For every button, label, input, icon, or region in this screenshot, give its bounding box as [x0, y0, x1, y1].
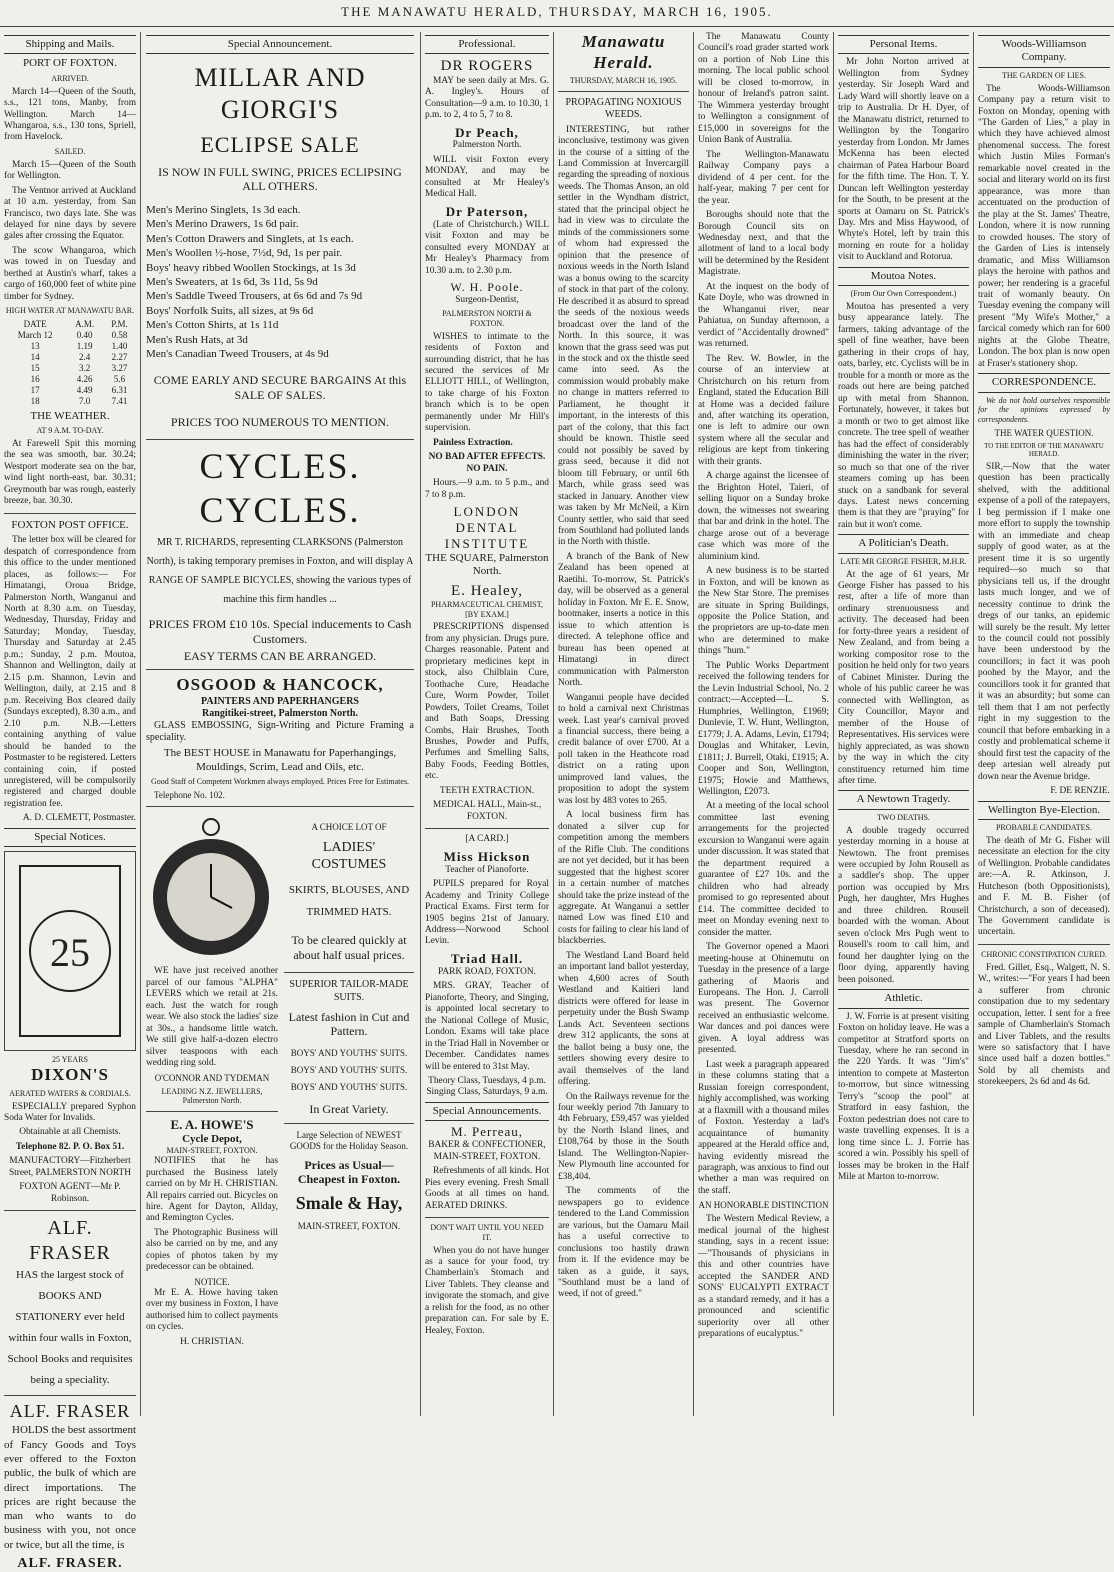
ad-signature: ALF. FRASER. — [17, 1556, 123, 1572]
section-heading: A Newtown Tragedy. — [838, 790, 969, 809]
sub-heading: PROBABLE CANDIDATES. — [995, 822, 1092, 832]
column-rule — [553, 32, 554, 1416]
ad-title: ALF. FRASER — [9, 1401, 131, 1422]
list-item: Men's Merino Drawers, 1s 6d pair. — [146, 218, 299, 231]
ad-title: ECLIPSE SALE — [200, 131, 360, 157]
table-cell: 18 — [30, 395, 40, 406]
section-heading: A Politician's Death. — [838, 534, 969, 553]
table-cell: 3.2 — [78, 362, 91, 373]
table-cell: 0.40 — [76, 330, 93, 340]
ad-text: Refreshments of all kinds. Hot Pies every evening. Fresh Small Goods at all times on hand. AERATED DRINKS. — [425, 1166, 549, 1211]
divider — [425, 828, 549, 829]
paragraph: The Woods-Williamson Company pay a return visit to Foxton on Monday, opening with "The Garden of Lies," a play in which they have achieved almost phenomenal success. The forest which Justin Miles Forman's remarkable novel created in the social and literary world on its first appearance, was more than accentuated on the production of the play at the St. James' Theatre, London, where it is now running to crowded houses. The story of the Garden of Lies is intensely dramatic, and Miss Williamson plays the heroine with pathos and power; her rendering is a graceful trait of womanly beauty. On Tuesday evening the company will present "My Wife's Mother," a farcical comedy which ran for 600 nights at the Globe Theatre, London. The box plan is now open at Fraser's stationery shop. — [978, 83, 1110, 369]
signature: F. DE RENZIE. — [1050, 786, 1110, 797]
table-cell: 2.27 — [111, 351, 128, 362]
table-cell: 4.49 — [76, 384, 93, 395]
pocket-watch-icon — [146, 812, 276, 962]
table-row — [4, 341, 136, 352]
paragraph: The Ventnor arrived at Auckland at 10 a.m. yesterday, from San Francisco, two days late. She was delayed for nine days by severe gales after crossing the Equator. — [4, 185, 136, 242]
section-heading: Wellington Bye-Election. — [978, 801, 1110, 820]
paragraph: The Public Works Department received the following tenders for the Levin Industrial School, No. 2 contract:—Accepted—L. S. Humphries, Wellington, £1969; Dunlevie, T. W. Hunt, Wellington, £1779; J. A. Adams, Levin, £1794; Douglas and Whitaker, Levin, £1811; J. Burrell, Otaki, £1915; A. Cooper and Son, Wellington, £1975; Howie and Matthews, Wellington, £2073. — [698, 660, 829, 797]
ad-title: W. H. Poole. — [450, 279, 524, 294]
signature: A. D. CLEMETT, Postmaster. — [22, 813, 136, 824]
ad-text: Latest fashion in Cut and Pattern. — [288, 1009, 410, 1039]
ad-text: Theory Class, Tuesdays, 4 p.m. Singing Class, Saturdays, 9 a.m. — [426, 1075, 548, 1098]
paragraph: A new business is to be started in Foxton, and will be known as the New Star Store. The premises are situate in Spring Buildings, opposite the Police Station, and the proprietors are up-to-date men who are determined to make things "hum." — [698, 566, 829, 657]
ad-title: MILLAR AND GIORGI'S — [194, 63, 366, 125]
ad-subtitle: Surgeon-Dentist, — [455, 294, 519, 305]
divider — [425, 1217, 549, 1218]
ad-title: Smale & Hay, — [295, 1193, 403, 1214]
paragraph: Fred. Gillet, Esq., Walgett, N. S. W., writes:—"For years I had been a sufferer from chronic constipation due to my sedentary occupation, letter. I sent for a free sample of Chamberlain's Stomach and Liver Tablets, and the results were so satisfactory that I have since used half a dozen bottles." Sold by all chemists and storekeepers, 2s 6d and 4s 6d. — [978, 962, 1110, 1088]
paragraph: At Farewell Spit this morning the sea was smooth, bar. 30.24; Westport moderate sea on the bar, wind light north-east, bar. 30.31; Greymouth bar was rough, easterly breeze, bar. 30.30. — [4, 438, 136, 507]
sub-heading: THE GARDEN OF LIES. — [1002, 70, 1086, 80]
ad-subtitle: Rangitikei-street, Palmerston North. — [202, 707, 358, 719]
table-row — [4, 330, 136, 341]
paragraph: HOLDS the best assortment of Fancy Goods and Toys ever offered to the Foxton public, the bulk of which are direct importations. The prices are right because the man who wants to do business with you, not once or twice, but all the time, is — [4, 1424, 136, 1551]
list-item: Boys' Norfolk Suits, all sizes, at 9s 6d — [146, 304, 314, 317]
paragraph: A local business firm has donated a silver cup for competition among the members of the Rifle Club. The conditions are not yet decided, but it has been suggested that the highest scorer in a certain number of matches should take the prize instead of the aggregate. At Wanganui a settler named Low was fined £10 and costs for failing to clear his land of blackberries. — [558, 810, 689, 947]
ad-text: When you do not have hunger as a sauce for your food, try Chamberlain's Stomach and Liver Tablets. They cleanse and invigorate the stomach, and give a relish for the food, as no other preparation can. For sale by E. Healey, Foxton. — [425, 1245, 549, 1336]
ad-subtitle: MAIN-STREET, FOXTON. — [166, 1146, 258, 1156]
list-item: Men's Saddle Tweed Trousers, at 6s 6d and 7s 9d — [146, 290, 363, 303]
sub-heading: TO THE EDITOR OF THE MANAWATU HERALD. — [984, 441, 1104, 459]
ad-subtitle: PAINTERS AND PAPERHANGERS — [201, 695, 359, 707]
ad-title: DIXON'S — [31, 1065, 109, 1085]
ad-title: Triad Hall. — [450, 950, 524, 966]
table-cell: 4.26 — [76, 373, 93, 384]
signature: H. CHRISTIAN. — [180, 1336, 244, 1347]
divider — [4, 513, 136, 514]
ad-text: Mr E. A. Howe having taken over my business in Foxton, I have authorised him to collect payments on cycles. — [146, 1287, 278, 1333]
column-announcements — [146, 32, 414, 1414]
ad-text: Painless Extraction. — [433, 437, 513, 448]
paragraph: FOXTON AGENT—Mr P. Robinson. — [19, 1182, 121, 1204]
ad-title: E. A. HOWE'S — [170, 1117, 254, 1133]
ad-text: Hours.—9 a.m. to 5 p.m., and 7 to 8 p.m. — [425, 478, 549, 500]
paragraph: The scow Whangaroa, which was towed in on Tuesday and berthed at Austin's wharf, takes a cargo of 160,000 feet of white pine timber for Sydney. — [4, 245, 136, 302]
date-line: THURSDAY, MARCH 16, 1905. — [569, 76, 678, 86]
two-ad-row — [146, 812, 414, 1351]
sub-heading: HIGH WATER AT MANAWATU BAR. — [5, 306, 135, 316]
ad-text: PRESCRIPTIONS dispensed from any physician. Drugs pure. Charges reasonable. Patent and proprietary medicines kept in stock, also Chilblain Cure, Toothache Cure, Headache Cure, Worm Powder, Toilet Powders, Toilet Creams, Toilet and Bath Soaps, Dressing Combs, Hair Brushes, Tooth Brushes, Powder and Puffs, Perfumes and Smelling Salts, Baby Foods, Feeding Bottles, etc. — [425, 622, 549, 782]
column-editorial — [558, 32, 689, 1414]
ad-text: MAY be seen daily at Mrs. G. A. Ingley's. Hours of Consultation—9 a.m. to 10.30, 1 p.m. to 2, 4 to 5, 7 to 8. — [425, 75, 549, 121]
section-heading: Professional. — [425, 35, 549, 54]
table-cell: 3.27 — [111, 362, 128, 373]
list-item: Men's Woollen ½-hose, 7½d, 9d, 1s per pair. — [146, 247, 343, 260]
table-cell: 7.41 — [111, 395, 128, 406]
ad-text: EASY TERMS CAN BE ARRANGED. — [183, 649, 377, 664]
table-row — [4, 385, 136, 396]
paragraph: J. W. Forrie is at present visiting Foxton on holiday leave. He was a competitor at Stratford sports on Tuesday, where he ran second in the 220 Yards. It was "Jim's" intention to compete at Masterton to-morrow, but since witnessing Terry's "scoop the pool" at Stratford in easy fashion, the Foxton pedestrian does not care to waste travelling expenses. It is a long time since L. J. Forrie has scored a win. Possibly his spell of losses may be broken in the Half Mile at Marton to-morrow. — [838, 1011, 969, 1183]
divider — [146, 806, 414, 807]
table-header: A.M. — [75, 319, 95, 330]
paragraph: The death of Mr G. Fisher will necessitate an election for the city of Wellington. Probable candidates are:—A. R. Atkinson, J. Hutcheson (both Oppositionists), and F. M. B. Fisher (of Christchurch, a son of deceased). The Government candidate is uncertain. — [978, 835, 1110, 938]
ad-subtitle: IS NOW IN FULL SWING, PRICES ECLIPSING ALL OTHERS. — [158, 164, 402, 194]
table-header-row — [4, 319, 136, 330]
ad-title: E. Healey, — [451, 582, 523, 599]
ad-subtitle: LEADING N.Z. JEWELLERS, Palmerston North. — [161, 1086, 263, 1106]
tide-table — [4, 319, 136, 407]
ad-text: PRICES FROM £10 10s. Special inducements to Cash Customers. — [148, 617, 412, 646]
ad-title: LADIES' COSTUMES — [311, 839, 387, 873]
paragraph: March 15—Queen of the South for Wellington. — [4, 159, 136, 182]
divider — [4, 1210, 136, 1211]
sub-heading: LATE MR GEORGE FISHER, M.H.R. — [840, 556, 967, 566]
paragraph: HAS the largest stock of BOOKS AND STATIONERY ever held within four walls in Foxton, School Books and requisites being a speciality. — [7, 1269, 133, 1386]
paragraph: MANUFACTORY—Fitzherbert Street, PALMERSTON NORTH — [8, 1156, 132, 1178]
ad-text: To be cleared quickly at about half usual prices. — [291, 933, 407, 962]
ad-title: Dr Paterson, — [445, 203, 529, 219]
editorial-heading: PROPAGATING NOXIOUS WEEDS. — [565, 97, 682, 121]
ad-subtitle: NOTICE. — [194, 1276, 230, 1287]
ad-text: Telephone No. 102. — [154, 790, 225, 800]
ad-subtitle: MAIN-STREET, FOXTON. — [297, 1221, 401, 1232]
divider — [978, 944, 1110, 945]
section-heading: Shipping and Mails. — [4, 35, 136, 54]
sub-heading: (From Our Own Correspondent.) — [850, 289, 957, 299]
section-heading: Moutoa Notes. — [838, 267, 969, 286]
sub-heading: AN HONORABLE DISTINCTION — [698, 1200, 829, 1211]
paragraph: A double tragedy occurred yesterday morning in a house at Newtown. The front premises were occupied by John Rousell as a saddler's shop. The upper portion was occupied by Mrs Pugh, her daughter, Mrs Hughes and three children. Rousell boarded with the woman. About seven o'clock Mrs Pugh went to Rousell's room to call him, and found her daughter lying on the floor dying, apparently having been poisoned. — [838, 825, 969, 985]
ad-text: NO BAD AFTER EFFECTS. NO PAIN. — [428, 452, 546, 474]
table-row — [4, 374, 136, 385]
sub-heading: TWO DEATHS. — [877, 812, 930, 822]
ad-subtitle: PALMERSTON NORTH & FOXTON. — [442, 309, 532, 328]
table-cell: 5.6 — [113, 373, 126, 384]
paragraph: At a meeting of the local school committee last evening arrangements for the projected excursion to Wanganui were again under discussion. It was stated that the department required a guarantee of £27 10s. and the children who had already promised to go represented about £14. The committee decided to meet on Monday evening next to consider the matter. — [698, 801, 829, 938]
divider — [146, 669, 414, 670]
paragraph: Boroughs should note that the Borough Council sits on Wednesday next, and that the allotment of land to a local body will be determined by the Resident Magistrate. — [698, 210, 829, 278]
section-heading: Special Announcement. — [146, 35, 414, 54]
ad-text: PRICES TOO NUMEROUS TO MENTION. — [170, 414, 390, 429]
ad-subtitle: Palmerston North. — [452, 140, 522, 151]
list-item: Men's Sweaters, at 1s 6d, 3s 11d, 5s 9d — [146, 275, 318, 288]
table-cell: 15 — [30, 362, 40, 373]
table-cell: March 12 — [17, 330, 53, 340]
paragraph: The Wellington-Manawatu Railway Company pays a dividend of 4 per cent. for the half-year, making 7 per cent for the year. — [698, 149, 829, 206]
table-cell: 16 — [30, 373, 40, 384]
clothing-ad — [284, 812, 414, 1351]
table-row — [4, 363, 136, 374]
ad-subtitle: Teacher of Pianoforte. — [445, 864, 529, 875]
ad-text: WILL visit Foxton every MONDAY, and may be consulted at Mr Healey's Medical Hall. — [425, 154, 549, 200]
svg-text:25: 25 — [50, 930, 90, 976]
sub-heading: FOXTON POST OFFICE. — [11, 518, 129, 531]
paragraph: Mr John Norton arrived at Wellington from Sydney yesterday. Sir Joseph Ward and Lady Ward will shortly leave on a trip to Australia. Dr H. Dyer, of the Manawatu district, returned to Wellington by the Tongariro yesterday from London. Mr James McKenna has been elected chairman of Patea Harbour Board for the fifth time. The Hon. T. Y. Duncan left Wellington yesterday for the South, to be present at the sports at Oamaru on St. Patrick's Day. Mrs and Miss Haywood, of Whyte's Hotel, left by train this morning en route for a holiday visit to Auckland and Rotorua. — [838, 57, 969, 263]
jeweller-ad — [146, 812, 278, 1351]
column-rule — [973, 32, 974, 1416]
ad-text: Prices as Usual— Cheapest in Foxton. — [297, 1157, 401, 1187]
divider — [558, 91, 689, 92]
section-heading: Personal Items. — [838, 35, 969, 54]
paragraph: A branch of the Bank of New Zealand has been opened at Raetihi. To-morrow, St. Patrick's day, will be observed as a general holiday in Foxton. Mr E. E. Snow, bootmaker, inserts a notice in this issue to which attention is directed. A telephone office and bureau has been opened at Himatangi in direct communication with Palmerston North. — [558, 551, 689, 689]
ad-text: MEDICAL HALL, Main-st., FOXTON. — [432, 800, 542, 822]
ad-text: In Great Variety. — [309, 1102, 389, 1117]
ad-text: WE have just received another parcel of our famous "ALPHA" LEVERS which we retail at 21s. each. Just the watch for rough wear. We also stock the ladies' size at 30s., a handsome little watch. We still give half-a-dozen electro silver teaspoons with each wedding ring sold. — [146, 966, 278, 1069]
section-heading: Athletic. — [838, 989, 969, 1008]
table-cell: 0.58 — [111, 330, 128, 340]
ad-text: COME EARLY AND SECURE BARGAINS At this SALE OF SALES. — [153, 373, 407, 403]
ad-text: WISHES to intimate to the residents of Foxton and surrounding district, that he has secured the services of Mr ELLIOTT HILL, of Wellington, to take charge of his Foxton branch which is to be open permanently under Mr Hill's supervision. — [425, 331, 549, 434]
paragraph: The comments of the newspapers go to evidence tendered to the Land Commission are various, but the Oamaru Mail has a useful corrective to conclusions too hastily drawn from it. If the evidence may be taken as a guide, it says, "Southland must be a land of weed, if not of greed." — [558, 1186, 689, 1300]
ad-title: OSGOOD & HANCOCK, — [176, 674, 384, 694]
table-cell: 1.19 — [76, 340, 93, 351]
column-professional — [425, 32, 549, 1414]
paragraph: ESPECIALLY prepared Syphon Soda Water for Invalids. — [4, 1101, 136, 1123]
badge-25-years-icon — [15, 861, 125, 1041]
table-row — [4, 352, 136, 363]
section-heading: CORRESPONDENCE. — [978, 373, 1110, 392]
sub-heading: PORT OF FOXTON. — [23, 57, 117, 70]
sale-list — [146, 204, 414, 361]
list-item: Men's Rush Hats, at 3d — [146, 333, 248, 346]
sub-heading: ARRIVED. — [51, 73, 89, 83]
ad-title: DON'T WAIT UNTIL YOU NEED IT. — [430, 1223, 544, 1242]
table-cell: 14 — [30, 351, 40, 362]
ad-text: The Photographic Business will also be carried on by me, and any copies of photos taken by my predecessor can be obtained. — [146, 1227, 278, 1273]
ad-subtitle: [A CARD.] — [465, 834, 509, 845]
ad-title: DR ROGERS — [440, 58, 534, 75]
section-heading: Woods-Williamson Company. — [978, 35, 1110, 68]
divider — [146, 439, 414, 440]
ad-subtitle: Cycle Depot, — [182, 1132, 242, 1145]
paragraph: The Manawatu County Council's road grader started work on a portion of Nob Line this morning. The local public school will be closed to-morrow, in honour of Ireland's patron saint. The Wimmera yesterday brought to Wellington a consignment of £15,000 in sovereigns for the Union Bank of Australia. — [698, 32, 829, 146]
ad-subtitle: AERATED WATERS & CORDIALS. — [9, 1088, 131, 1098]
ad-subtitle: PARK ROAD, FOXTON. — [438, 966, 536, 977]
badge-25-years — [4, 851, 136, 1051]
paragraph: SIR,—Now that the water question has been practically shelved, with the additional expense of a poll of the ratepayers, I beg permission if I make one more effort to supply the township with an immediate and cheap supply of good water, as at the present time it is so urgently required—so much so that physicians tell us, if the drought lasts much longer, and we of necessity continue to drink the dregs of our tanks, an epidemic will surely be the result. My letter to the council could not possibly have been understood by the councillors; in fact it was pooh poohed by the Mayor, and the councillors took it for granted that it was an absurdity; but some can tell them that I am not perfectly right in my suggestion to the council that before embarking in a costly and problematical scheme it should first test the capacity of the deep artesian well already put down near the Avenue bridge. — [978, 461, 1110, 782]
paragraph: Wanganui people have decided to hold a carnival next Christmas week. Last year's carnival proved a financial success, there being a credit balance of over £700. At a poll taken in the Heathcote road district on a rating upon unimproved land values, the proposition to adopt the system was lost by 483 votes to 265. — [558, 692, 689, 806]
ad-subtitle: SKIRTS, BLOUSES, AND TRIMMED HATS. — [288, 884, 410, 919]
divider — [284, 972, 414, 973]
list-item: Boys' heavy ribbed Woollen Stockings, at 1s 3d — [146, 261, 356, 274]
paragraph: We do not hold ourselves responsible for the opinions expressed by correspondents. — [978, 395, 1110, 425]
list-item: Men's Merino Singlets, 1s 3d each. — [146, 203, 301, 216]
paper-title: Manawatu Herald. — [581, 32, 666, 72]
paragraph: The Westland Land Board held an important land ballot yesterday, when 4,600 acres of South Westland and Kaitieri land districts were offered for lease in perpetuity under the Bush Swamp Lands Act. Seventeen sections drew 312 applicants, the sons at the ballot being a busy one, the settlers showing every desire to avail themselves of the land offering. — [558, 950, 689, 1088]
paragraph: Obtainable at all Chemists. — [19, 1127, 121, 1138]
column-shipping — [4, 32, 136, 1572]
ad-subtitle: BAKER & CONFECTIONER, MAIN-STREET, FOXTON. — [428, 1140, 546, 1162]
ad-title: ALF. FRASER — [29, 1217, 111, 1264]
table-cell: 6.31 — [111, 384, 128, 395]
divider — [284, 1123, 414, 1124]
ad-text: BOYS' AND YOUTHS' SUITS. — [290, 1047, 408, 1058]
ad-text: (Late of Christchurch.) WILL visit Foxton and may be consulted every MONDAY at Mr Healey's Pharmacy from 10.30 a.m. to 2.30 p.m. — [425, 219, 549, 276]
ad-text: TEETH EXTRACTION. — [439, 785, 535, 796]
column-rule — [420, 32, 421, 1416]
table-header: P.M. — [111, 319, 128, 330]
sub-heading: SAILED. — [54, 146, 86, 156]
ad-text: MR T. RICHARDS, representing CLARKSONS (Palmerston North), is taking temporary premises in Foxton, and will display A RANGE OF SAMPLE BICYCLES, showing the various types of machine this firm handles ... — [146, 537, 414, 606]
table-cell: 7.0 — [78, 395, 91, 406]
ad-text: SUPERIOR TAILOR-MADE SUITS. — [289, 979, 409, 1003]
column-theatre — [978, 32, 1110, 1414]
table-cell: 1.40 — [111, 340, 128, 351]
paragraph: At the age of 61 years, Mr George Fisher has passed to his rest, after a life of more than ordinary strenuousness and activity. The deceased had been for forty-three years a resident of New Zealand, and from being a working compositor rose to the position he held only for two years of Cabinet Minister. During the whole of his public career he was connected with Wellington, as City Councillor, Mayor and member of the House of Representatives. His services were highly appreciated, as was shown by the way in which the city constituency returned him time after time. — [838, 569, 969, 786]
section-heading: Special Notices. — [4, 828, 136, 847]
ad-text: Large Selection of NEWEST GOODS for the Holiday Season. — [289, 1129, 409, 1151]
paragraph: INTERESTING, but rather inconclusive, testimony was given in the course of a sitting of the Land Commission at Invercargill regarding the spreading of noxious weeds. The Thomas Anson, an old settler in the Wyndham district, stated that the principal object he had in view was to circulate the minds of the commissioners some of whom had expressed the opinion that the presence of noxious weeds in the North Island was a bonus owing to the scarcity of stock in that part of the colony. He described it as absurd to spread the seeds of the noxious weeds broadcast over the land of the North. In this source, it was known that the grass seed was put in the stock and ox the thistle seed came into seed. As the commission would probably make no change in matters referred to Parliament, he thought it important, in the interests of this part of the colony, that this fact should be known. Thistle seed could not possibly be saved by grass seed, because it did not bloom till February, or until 6th March, while grass seed was stacked in January. Another view was taken by Mr McNeil, a Kirn County settler, who said that seed from Southland had polluted lands in the North with thistle. — [558, 124, 689, 548]
paragraph: On the Railways revenue for the four weekly period 7th January to 4th February, £59,457 was yielded by the North Island lines, and £108,764 by those in the South Island. The Wellington-Napier-New Plymouth line accounted for £38,404. — [558, 1091, 689, 1182]
list-item: Men's Cotton Shirts, at 1s 11d — [146, 319, 279, 332]
ad-title: Dr Peach, — [455, 124, 519, 140]
sub-heading: AT 9 A.M. TO-DAY. — [36, 426, 104, 436]
sub-heading: THE WEATHER. — [30, 409, 110, 422]
paragraph: The letter box will be cleared for despatch of correspondence from this office to the under mentioned places, as follows:— For Himatangi, Oroua Bridge, Palmerston North, Wanganui and North at 8.30 a.m. on Tuesday, Wednesday, Thursday, Friday and Saturday; Monday, Tuesday, Thursday and Saturday at 2.45 p.m.; Sunday, 2 p.m. Moutoa, Shannon and Wellington, daily at 2.15 p.m. Shannon, Levin and Wellington, daily, at 2.15 and 8 p.m. Receiving Box cleared daily (Sundays excepted), 8.30 a.m., and 2.10 p.m. N.B.—Letters containing anything of value should be handed to the Postmaster to be registered. Letters containing coin, if posted unregistered, will be compulsorily registered and charged double registration fee. — [4, 535, 136, 809]
paragraph: A charge against the licensee of the Brighton Hotel, Taieri, of selling liquor on a Sunday broke down, the witnesses not swearing that bar and drink in the hotel. The charge arose out of a beverage case which was more of the aluminium kind. — [698, 471, 829, 562]
ad-title: Miss Hickson — [443, 848, 531, 864]
ad-subtitle: THE SQUARE, Palmerston North. — [425, 551, 549, 578]
sub-heading: THE WATER QUESTION. — [994, 427, 1094, 438]
table-cell: 2.4 — [78, 351, 91, 362]
ad-text: GLASS EMBOSSING, Sign-Writing and Picture Framing a speciality. — [146, 720, 414, 744]
divider — [4, 1395, 136, 1396]
ad-subtitle: PHARMACEUTICAL CHEMIST, [BY EXAM.] — [430, 599, 543, 619]
table-cell: 17 — [30, 384, 40, 395]
ad-text: NOTIFIES that he has purchased the Business lately carried on by Mr H. CHRISTIAN. All repairs carried out. Bicycles on hire. Agent for Dayton, Allday, and Remington Cycles. — [146, 1156, 278, 1224]
badge-caption: 25 YEARS — [52, 1055, 88, 1065]
ad-title: LONDON DENTAL INSTITUTE — [444, 504, 530, 551]
column-personal — [838, 32, 969, 1414]
masthead: THE MANAWATU HERALD, THURSDAY, MARCH 16, 1905. — [0, 4, 1114, 27]
ad-text: MRS. GRAY, Teacher of Pianoforte, Theory, and Singing, is appointed local secretary to the National College of Music, London. Exams will take place in the Triad Hall in November or December. Candidates names will be entered to 31st May. — [425, 981, 549, 1072]
list-item: Men's Canadian Tweed Trousers, at 4s 9d — [146, 347, 329, 360]
column-news — [698, 32, 829, 1414]
ad-title: CYCLES. CYCLES. — [199, 446, 361, 531]
column-rule — [833, 32, 834, 1416]
section-heading: Special Announcements. — [425, 1102, 549, 1121]
ad-text: BOYS' AND YOUTHS' SUITS. — [290, 1065, 408, 1076]
column-rule — [140, 32, 141, 1416]
table-cell: 13 — [30, 340, 40, 351]
paragraph: The Rev. W. Bowler, in the course of an interview at Christchurch on his return from England, stated the Education Bill at Home was a decided failure and, after watching its operation, one is left to admire our own system where all the secular and religious are kept from tinkering with their grants. — [698, 353, 829, 467]
list-item: Men's Cotton Drawers and Singlets, at 1s each. — [146, 232, 354, 245]
divider — [146, 1111, 278, 1112]
paragraph: At the inquest on the body of Kate Doyle, who was drowned in the Whanganui river, near Pahiatua, on Sunday afternoon, a verdict of "Accidentally drowned" was returned. — [698, 281, 829, 350]
paragraph: The Governor opened a Maori meeting-house at Ohinemutu on Tuesday in the presence of a large gathering of Maoris and Europeans. The Hon. J. Carroll was present. The Governor received an enthusiastic welcome. War dances and poi dances were given. A loyal address was presented. — [698, 942, 829, 1056]
ad-title: M. Perreau, — [450, 1124, 523, 1140]
paragraph: Moutoa has presented a very busy appearance lately. The farmers, taking advantage of the spell of fine weather, have been gathering in their crops of hay, oats, barley, etc. Cyclists will be in trouble for a month or more as the roads out here are being patched up with metal from Shannon. Fortunately, however, it takes but a month or two to get almost like concrete. The tree spell of weather has had the effect of considerably diminishing the water in the river; so much so that one of the river steamers coming up has been stuck on a sandbank for several days. Latest news concerning them is that they are "praying" for rain but it won't come. — [838, 302, 969, 530]
paragraph: March 14—Queen of the South, s.s., 121 tons, Manby, from Wellington. March 14—Whangaroa, s.s., 130 tons, Spriell, from Havelock. — [4, 86, 136, 143]
ad-subtitle: A CHOICE LOT OF — [311, 821, 387, 832]
ad-text: Good Staff of Competent Workmen always employed. Prices Free for Estimates. — [150, 777, 410, 787]
table-row — [4, 396, 136, 407]
paragraph: Last week a paragraph appeared in these columns stating that a Russian foreign correspondent, highly accomplished, was working at a flaxmill with a thousand miles of Foxton. Yesterday a lad's acquaintance of humanity appeared at the Herald office and, having evidently misread the paragraph, was anxious to find out whether a man was required on the staff. — [698, 1059, 829, 1196]
ad-text: PUPILS prepared for Royal Academy and Trinity College Practical Exams. First term for 1905 begins 21st of January. Address—Norwood School Levin. — [425, 879, 549, 947]
ad-text: The BEST HOUSE in Manawatu for Paperhangings, Mouldings, Scrim, Lead and Oils, etc. — [163, 747, 397, 773]
column-rule — [693, 32, 694, 1416]
ad-title: O'CONNOR AND TYDEMAN — [154, 1072, 270, 1083]
paragraph: The Western Medical Review, a medical journal of the highest standing, says in a recent issue:—"Thousands of physicians in this and other countries have accepted the SANDER AND SONS' EUCALYPTI EXTRACT as a standard remedy, and it has a pronounced and scientific superiority over all other preparations of eucalyptus." — [698, 1214, 829, 1340]
table-header: DATE — [23, 319, 47, 330]
sub-heading: CHRONIC CONSTIPATION CURED. — [981, 949, 1107, 959]
ad-text: BOYS' AND YOUTHS' SUITS. — [290, 1082, 408, 1093]
paragraph: Telephone 82. P. O. Box 51. — [15, 1141, 125, 1152]
